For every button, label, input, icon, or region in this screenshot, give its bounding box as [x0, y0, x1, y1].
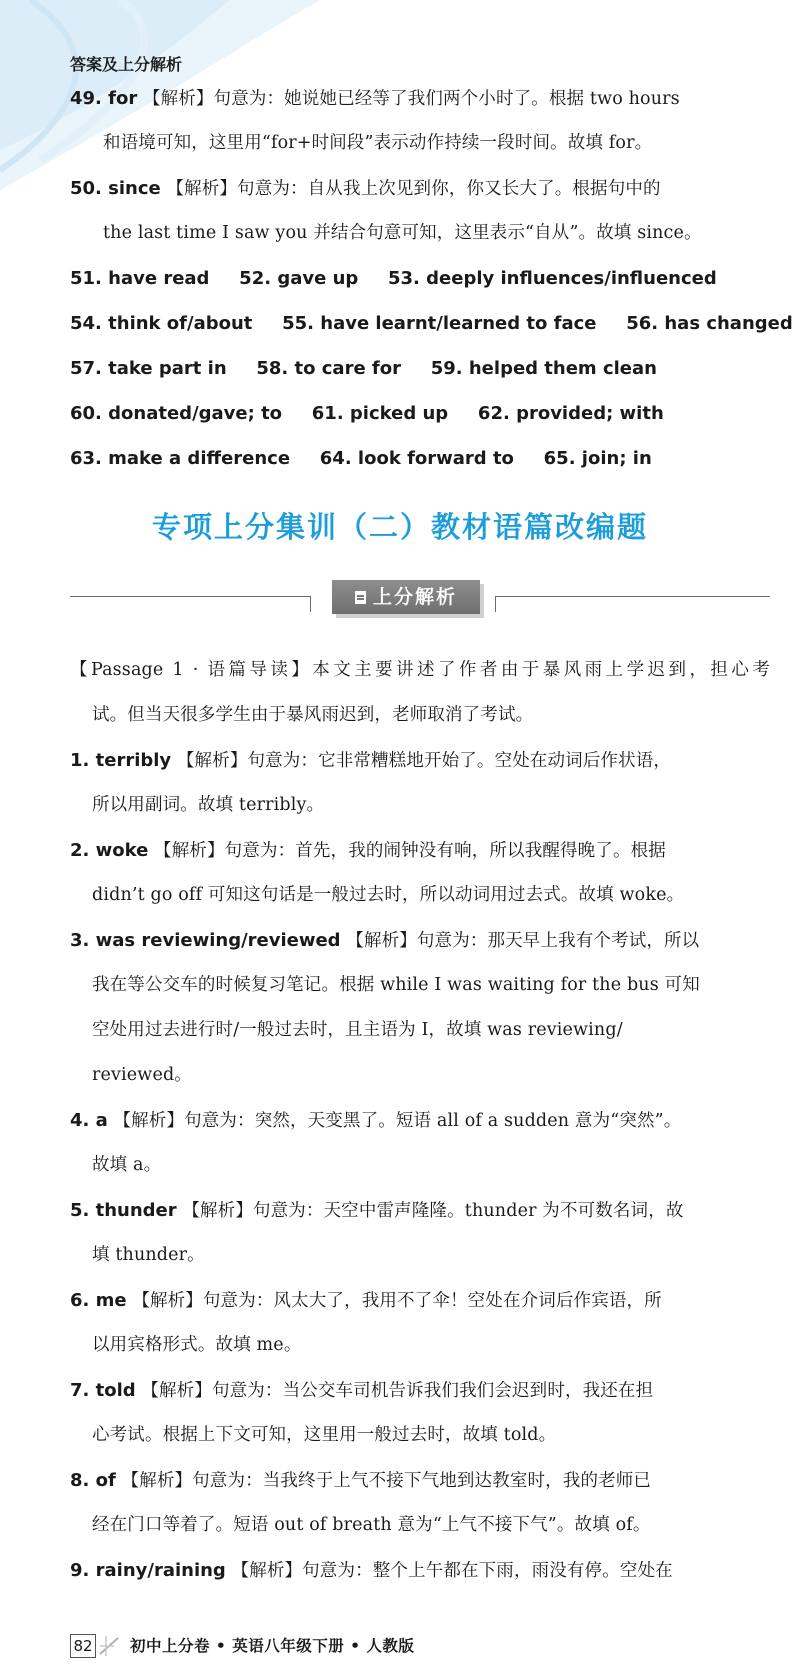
divider-rule	[310, 596, 311, 612]
item-7-cont	[70, 1413, 770, 1458]
answer-key: 8. of	[70, 1470, 116, 1491]
explanation-text: 【解析】句意为：它非常糟糕地开始了。空处在动词后作状语，	[176, 751, 672, 771]
item-5-cont	[70, 1233, 770, 1278]
explanation-text: 【解析】句意为：首先，我的闹钟没有响，所以我醒得晚了。根据	[154, 841, 666, 861]
answer-key: 2. woke	[70, 840, 149, 861]
answer-key: 55. have learnt/learned to face	[282, 313, 597, 334]
answer-key: 51. have read	[70, 268, 210, 289]
item-4	[70, 1098, 770, 1143]
explanation-text: 以用宾格形式。故填 me。	[92, 1335, 302, 1355]
item-5	[70, 1188, 770, 1233]
divider-rule	[495, 596, 496, 612]
answer-section-top	[70, 76, 793, 481]
explanation-text: 空处用过去进行时/一般过去时，且主语为 I，故填 was reviewing/	[92, 1020, 623, 1040]
item-9	[70, 1548, 770, 1593]
item-1	[70, 738, 770, 783]
explanation-text: 【解析】句意为：自从我上次见到你，你又长大了。根据句中的	[166, 179, 661, 199]
page-number: 82	[70, 1634, 96, 1658]
item-3-cont	[70, 1008, 770, 1053]
answer-row-57-59	[70, 346, 770, 391]
explanation-text: 故填 a。	[92, 1155, 162, 1175]
footer-ornament-icon	[96, 1632, 122, 1660]
answer-row-54-56	[70, 301, 793, 346]
answer-key: 5. thunder	[70, 1200, 177, 1221]
explanation-text: 所以用副词。故填 terribly。	[92, 795, 325, 815]
answer-row-51-53	[70, 256, 770, 301]
answer-key: 1. terribly	[70, 750, 172, 771]
sub-header-label	[332, 580, 480, 614]
passage-intro-text: 【Passage 1 · 语篇导读】本文主要讲述了作者由于暴风雨上学迟到，担心考	[70, 660, 770, 680]
passage-intro-text: 试。但当天很多学生由于暴风雨迟到，老师取消了考试。	[92, 705, 534, 725]
divider-rule	[70, 596, 310, 597]
answer-key: 6. me	[70, 1290, 127, 1311]
answer-key: 57. take part in	[70, 358, 227, 379]
answer-key: 60. donated/gave; to	[70, 403, 283, 424]
answer-key: 49. for	[70, 88, 138, 109]
item-8-cont	[70, 1503, 770, 1548]
answer-key: 64. look forward to	[319, 448, 514, 469]
item-2-cont	[70, 873, 770, 918]
answer-line-50-cont	[70, 211, 770, 256]
answer-key: 3. was reviewing/reviewed	[70, 930, 341, 951]
answer-row-63-65	[70, 436, 770, 481]
explanation-text: reviewed。	[92, 1065, 192, 1085]
answer-key: 62. provided; with	[477, 403, 664, 424]
explanation-text: 【解析】句意为：突然，天变黑了。短语 all of a sudden 意为“突然”。	[113, 1111, 682, 1131]
item-3	[70, 918, 770, 963]
item-8	[70, 1458, 770, 1503]
item-6	[70, 1278, 770, 1323]
answer-line-49-cont	[70, 121, 770, 166]
item-6-cont	[70, 1323, 770, 1368]
item-3-cont	[70, 1053, 770, 1098]
item-1-cont	[70, 783, 770, 828]
item-4-cont	[70, 1143, 770, 1188]
book-title: 初中上分卷 • 英语八年级下册 • 人教版	[130, 1637, 415, 1655]
answer-key: 9. rainy/raining	[70, 1560, 226, 1581]
explanation-text: 【解析】句意为：那天早上我有个考试，所以	[346, 931, 700, 951]
answer-row-60-62	[70, 391, 770, 436]
answer-key: 53. deeply influences/influenced	[387, 268, 717, 289]
explanation-text: 【解析】句意为：当公交车司机告诉我们我们会迟到时，我还在担	[141, 1381, 654, 1401]
item-7	[70, 1368, 770, 1413]
answer-key: 7. told	[70, 1380, 136, 1401]
explanation-text: 填 thunder。	[92, 1245, 205, 1265]
answer-key: 61. picked up	[311, 403, 449, 424]
explanation-section	[70, 648, 770, 1593]
answer-key: 58. to care for	[256, 358, 401, 379]
header-label: 答案及上分解析	[70, 55, 183, 74]
answer-key: 54. think of/about	[70, 313, 253, 334]
item-2	[70, 828, 770, 873]
explanation-text: 经在门口等着了。短语 out of breath 意为“上气不接下气”。故填 of。	[92, 1515, 651, 1535]
document-icon	[355, 591, 366, 604]
sub-header-text: 上分解析	[372, 586, 457, 608]
answer-key: 63. make a difference	[70, 448, 291, 469]
page-footer	[70, 1632, 770, 1662]
item-3-cont	[70, 963, 770, 1008]
explanation-text: 和语境可知，这里用“for+时间段”表示动作持续一段时间。故填 for。	[103, 133, 653, 153]
sub-header-banner	[70, 578, 770, 628]
passage-intro-line	[70, 648, 770, 693]
answer-key: 4. a	[70, 1110, 108, 1131]
explanation-text: 【解析】句意为：风太大了，我用不了伞！空处在介词后作宾语，所	[132, 1291, 662, 1311]
explanation-text: 【解析】句意为：天空中雷声隆隆。thunder 为不可数名词，故	[182, 1201, 684, 1221]
passage-intro-line	[70, 693, 770, 738]
divider-rule	[495, 596, 770, 597]
explanation-text: 【解析】句意为：整个上午都在下雨，雨没有停。空处在	[231, 1561, 673, 1581]
explanation-text: didn’t go off 可知这句话是一般过去时，所以动词用过去式。故填 woke。	[92, 885, 685, 905]
answer-key: 59. helped them clean	[430, 358, 657, 379]
answer-key: 50. since	[70, 178, 161, 199]
explanation-text: 我在等公交车的时候复习笔记。根据 while I was waiting for the bus 可知	[92, 975, 700, 995]
explanation-text: 【解析】句意为：她说她已经等了我们两个小时了。根据 two hours	[142, 89, 680, 109]
explanation-text: the last time I saw you 并结合句意可知，这里表示“自从”。故填 since。	[103, 223, 702, 243]
answer-key: 52. gave up	[239, 268, 359, 289]
section-title: 专项上分集训（二）教材语篇改编题	[151, 510, 648, 544]
answer-key: 56. has changed	[626, 313, 793, 334]
answer-line-50	[70, 166, 770, 211]
answer-line-49	[70, 76, 770, 121]
explanation-text: 心考试。根据上下文可知，这里用一般过去时，故填 told。	[92, 1425, 557, 1445]
answer-key: 65. join; in	[543, 448, 652, 469]
explanation-text: 【解析】句意为：当我终于上气不接下气地到达教室时，我的老师已	[121, 1471, 652, 1491]
